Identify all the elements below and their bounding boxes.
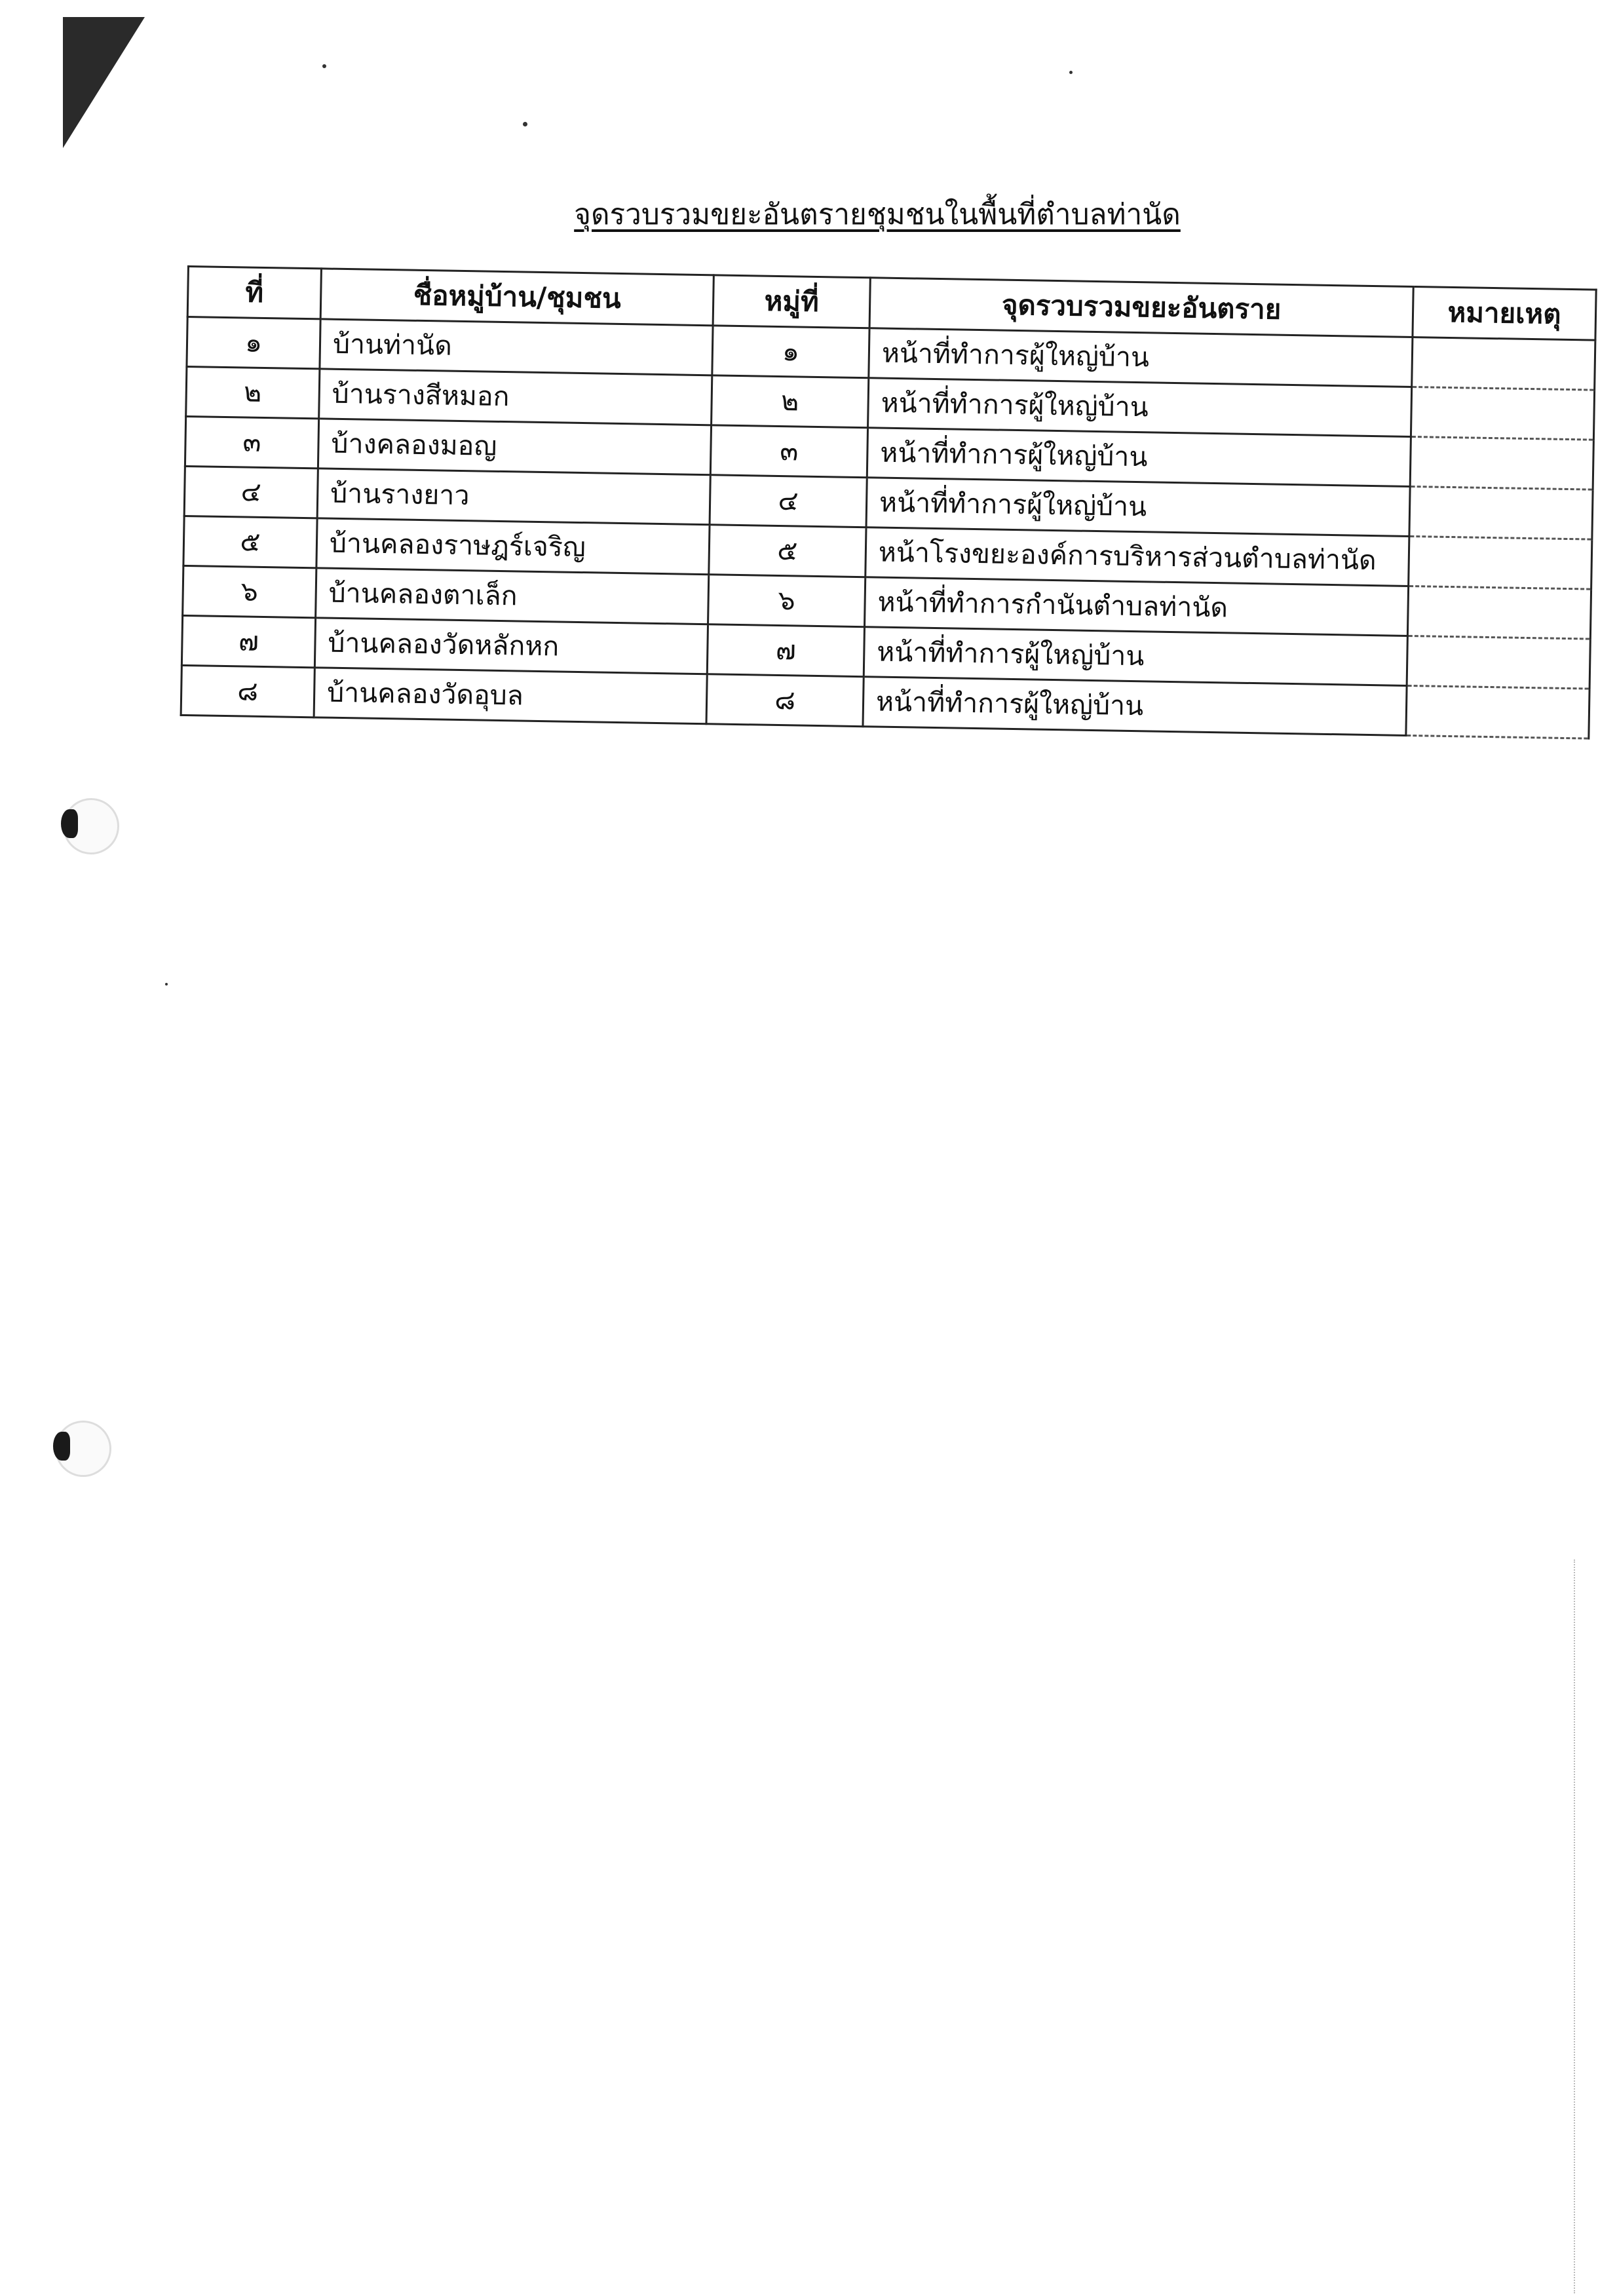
cell-village: บ้านคลองราษฎร์เจริญ xyxy=(316,518,710,575)
cell-remark xyxy=(1410,436,1593,489)
scan-edge-line xyxy=(1574,1559,1575,2293)
cell-no: ๒ xyxy=(186,367,320,419)
cell-collection-point: หน้าที่ทำการผู้ใหญ่บ้าน xyxy=(867,428,1411,487)
cell-remark xyxy=(1409,536,1592,589)
cell-moo: ๔ xyxy=(710,475,867,527)
cell-collection-point: หน้าที่ทำการผู้ใหญ่บ้าน xyxy=(866,478,1410,537)
cell-remark xyxy=(1406,685,1589,738)
cell-moo: ๖ xyxy=(708,575,866,627)
cell-village: บ้านคลองวัดหลักหก xyxy=(314,618,708,674)
cell-collection-point: หน้าโรงขยะองค์การบริหารส่วนตำบลท่านัด xyxy=(866,527,1409,586)
punch-hole-top xyxy=(63,798,119,854)
cell-no: ๔ xyxy=(184,466,318,518)
cell-collection-point: หน้าที่ทำการผู้ใหญ่บ้าน xyxy=(869,328,1413,387)
cell-remark xyxy=(1407,586,1591,639)
cell-village: บ้านคลองตาเล็ก xyxy=(316,568,709,624)
header-village: ชื่อหมู่บ้าน/ชุมชน xyxy=(320,269,713,326)
scan-speck xyxy=(322,64,326,68)
cell-moo: ๕ xyxy=(709,525,866,577)
cell-collection-point: หน้าที่ทำการผู้ใหญ่บ้าน xyxy=(864,627,1407,686)
cell-village: บ้านคลองวัดอุบล xyxy=(314,668,707,724)
cell-remark xyxy=(1411,387,1594,440)
cell-no: ๓ xyxy=(185,416,318,468)
cell-collection-point: หน้าที่ทำการผู้ใหญ่บ้าน xyxy=(868,378,1412,437)
cell-remark xyxy=(1407,636,1590,689)
scan-speck xyxy=(1069,71,1073,74)
scan-speck xyxy=(165,983,168,985)
cell-collection-point: หน้าที่ทำการกำนันตำบลท่านัด xyxy=(864,577,1408,636)
cell-no: ๖ xyxy=(183,565,316,617)
scan-speck xyxy=(523,122,527,126)
cell-village: บ้างคลองมอญ xyxy=(318,419,711,475)
header-moo: หมู่ที่ xyxy=(713,275,870,328)
cell-moo: ๑ xyxy=(712,326,869,378)
cell-no: ๑ xyxy=(187,317,320,369)
cell-collection-point: หน้าที่ทำการผู้ใหญ่บ้าน xyxy=(863,677,1407,736)
cell-moo: ๘ xyxy=(706,674,864,727)
punch-hole-bottom xyxy=(55,1421,111,1477)
header-remark: หมายเหตุ xyxy=(1413,287,1596,341)
header-collection-point: จุดรวบรวมขยะอันตราย xyxy=(869,278,1413,337)
collection-points-sheet xyxy=(180,265,1561,738)
cell-no: ๕ xyxy=(183,516,317,567)
document-title-text: จุดรวบรวมขยะอันตรายชุมชนในพื้นที่ตำบลท่านัด xyxy=(574,198,1181,231)
cell-village: บ้านรางยาว xyxy=(317,469,710,525)
punch-hole-shadow xyxy=(53,1432,70,1461)
cell-village: บ้านรางสีหมอก xyxy=(319,369,712,425)
cell-remark xyxy=(1409,486,1593,539)
cell-moo: ๒ xyxy=(712,375,869,428)
cell-no: ๘ xyxy=(181,665,314,717)
punch-hole-shadow xyxy=(61,809,78,838)
cell-moo: ๓ xyxy=(710,425,867,478)
collection-points-table xyxy=(180,265,1597,740)
header-no: ที่ xyxy=(187,267,321,319)
cell-moo: ๗ xyxy=(707,624,864,677)
document-title xyxy=(0,191,1617,237)
cell-remark xyxy=(1412,337,1595,391)
cell-village: บ้านท่านัด xyxy=(320,319,713,375)
scan-corner-mark xyxy=(63,17,145,148)
cell-no: ๗ xyxy=(181,615,315,667)
